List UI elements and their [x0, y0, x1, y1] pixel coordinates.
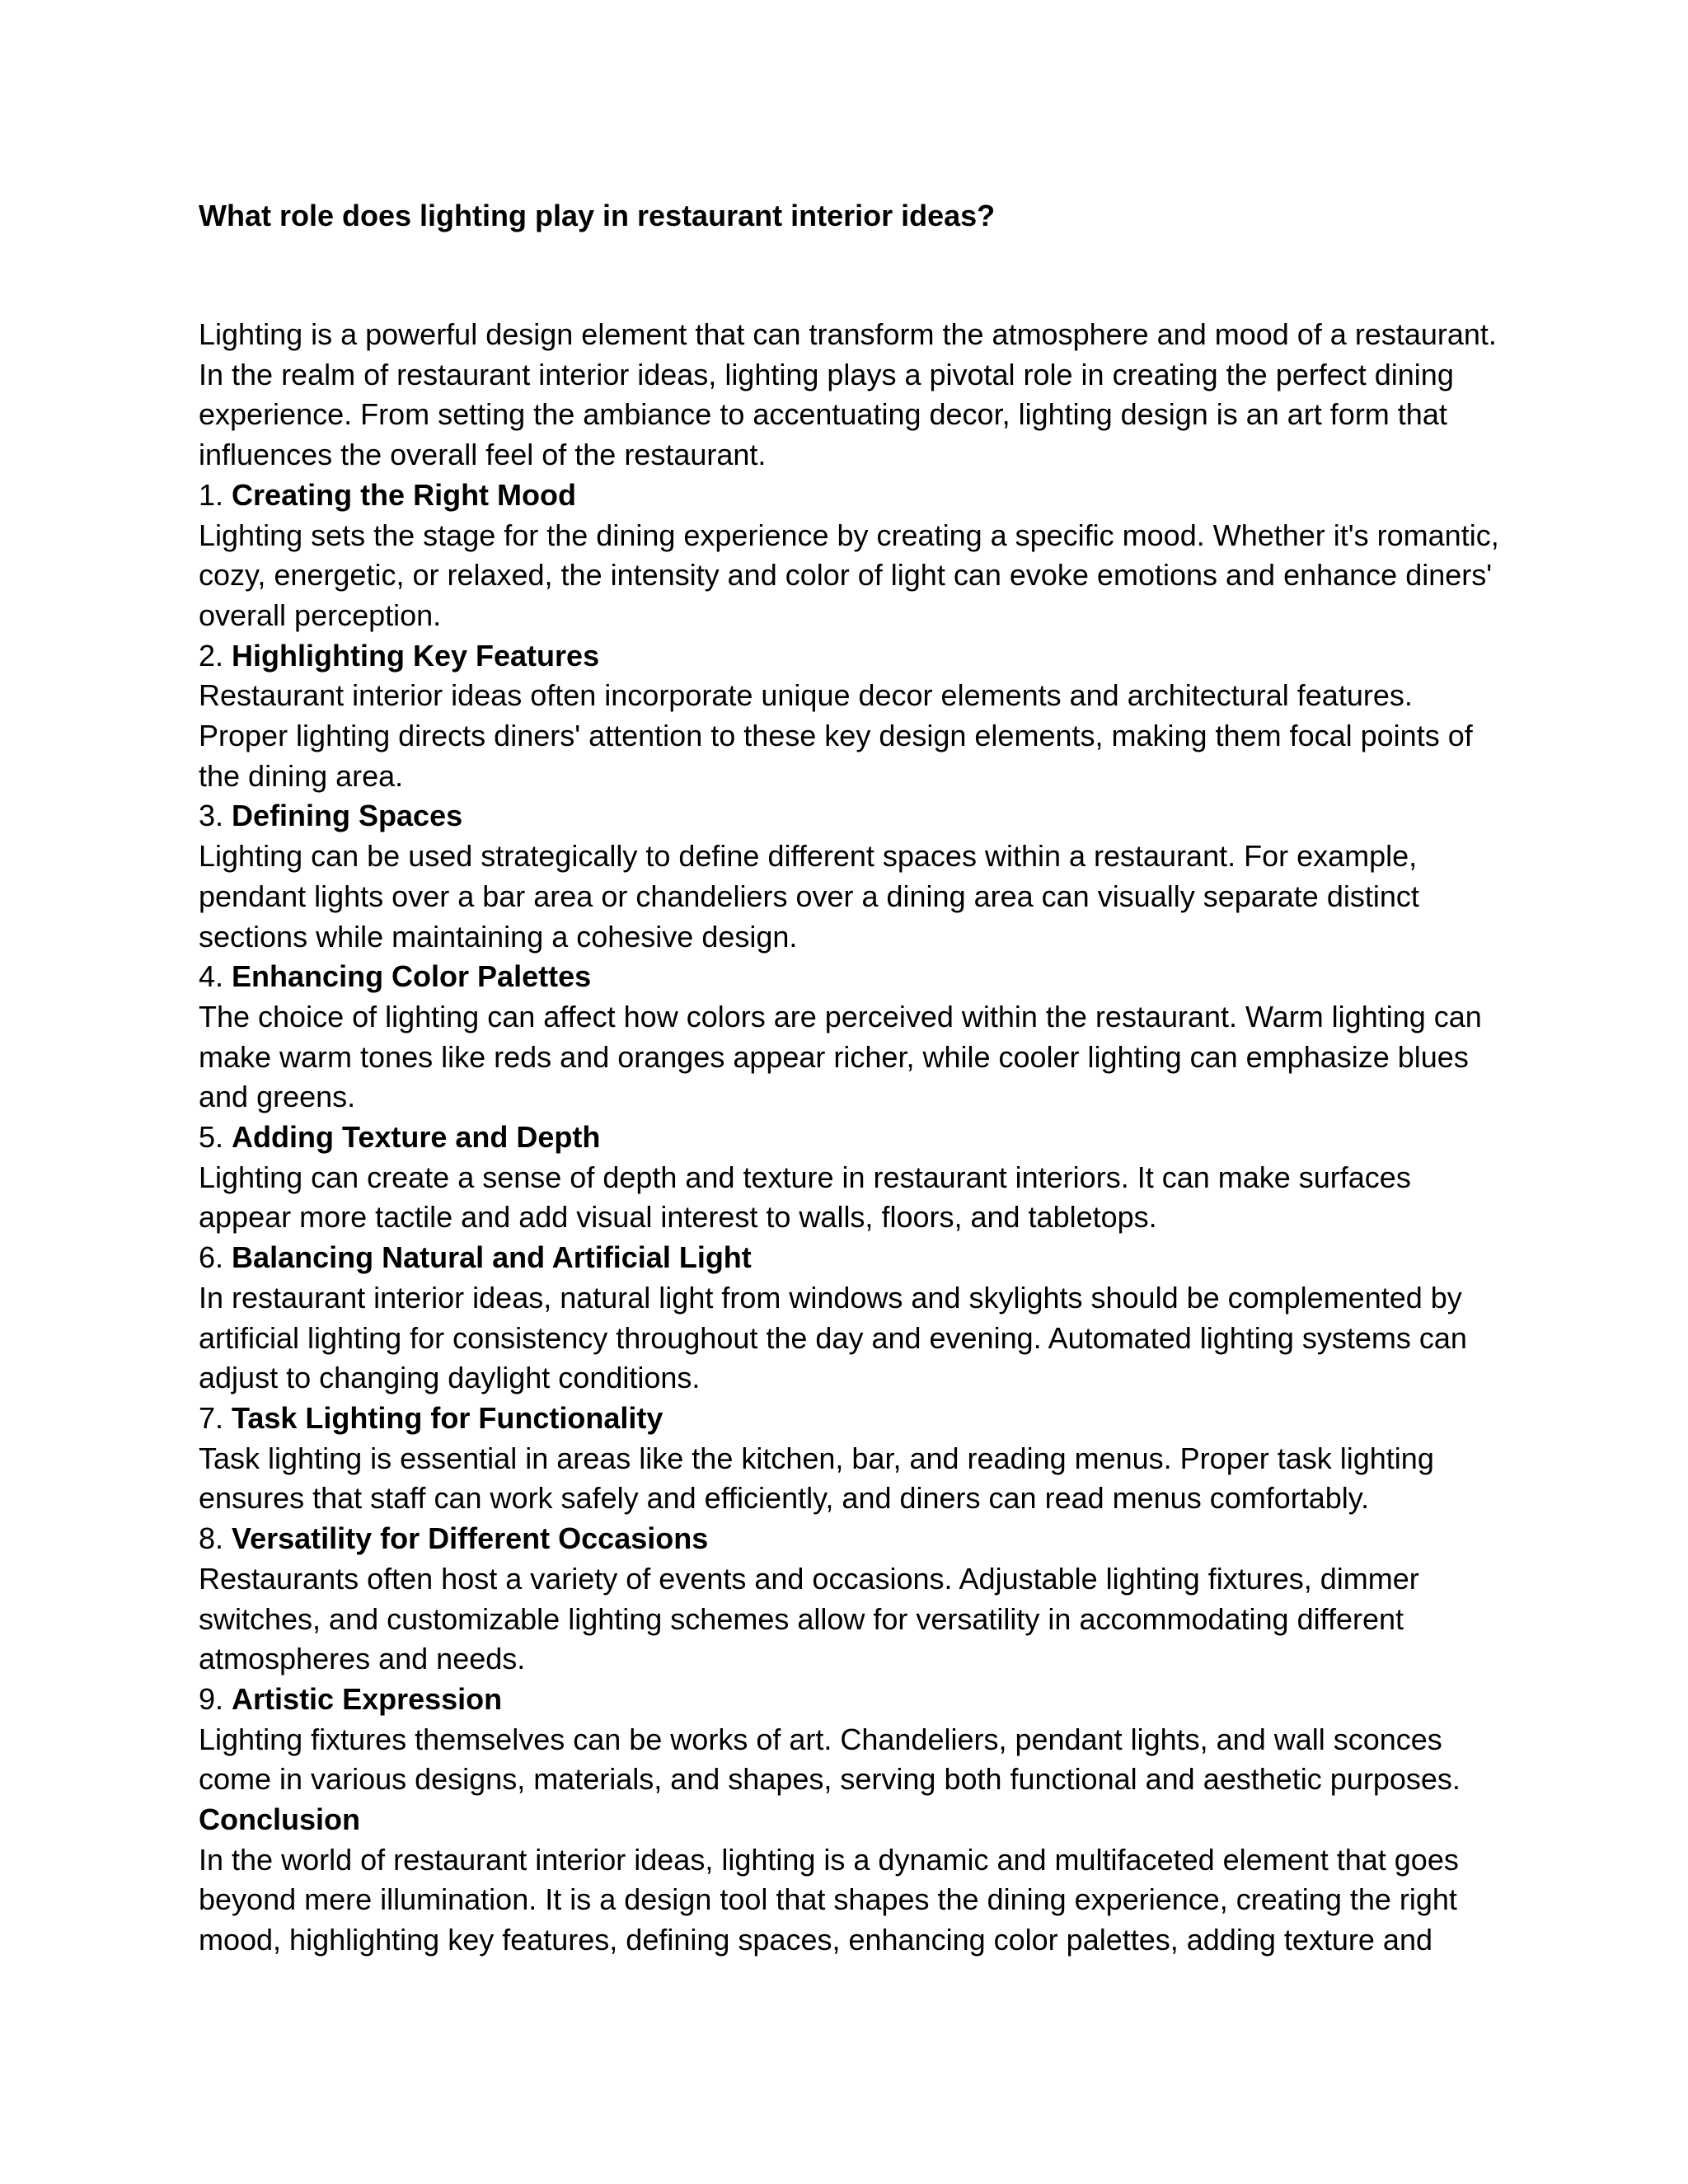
- item-title: Adding Texture and Depth: [232, 1120, 601, 1155]
- item-text: Lighting can create a sense of depth and texture in restaurant interiors. It can make surfaces appear more tactile and add visual interest to walls, floors, and tabletops.: [199, 1160, 1411, 1235]
- item-heading: [199, 1238, 1501, 1278]
- conclusion-paragraph: In the world of restaurant interior ideas, lighting is a dynamic and multifaceted element that goes beyond mere illumination. It is a design tool that shapes the dining experience, creating the right mood, highlighting key features, defining spaces, enhancing color palettes, adding texture and: [199, 1842, 1459, 1957]
- item-text: Lighting fixtures themselves can be works of art. Chandeliers, pendant lights, and wall sconces come in various designs, materials, and shapes, serving both functional and aesthetic purposes.: [199, 1722, 1461, 1797]
- document-body: [199, 315, 1501, 1961]
- item-number: 5.: [199, 1120, 224, 1155]
- list-item-8: [199, 1519, 1501, 1680]
- item-heading: [199, 476, 1501, 516]
- item-text: Restaurant interior ideas often incorporate unique decor elements and architectural features. Proper lighting directs diners' attention to these key design elements, making them focal points of the dining area.: [199, 678, 1473, 793]
- item-text: Restaurants often host a variety of events and occasions. Adjustable lighting fixtures, dimmer switches, and customizable lighting schemes allow for versatility in accommodating different atmospheres and needs.: [199, 1561, 1419, 1676]
- item-title: Artistic Expression: [232, 1681, 503, 1716]
- item-text: The choice of lighting can affect how colors are perceived within the restaurant. Warm lighting can make warm tones like reds and oranges appear richer, while cooler lighting can emphasize blues and greens.: [199, 999, 1482, 1114]
- item-heading: [199, 636, 1501, 677]
- item-title: Task Lighting for Functionality: [232, 1400, 663, 1435]
- item-number: 4.: [199, 959, 224, 994]
- list-item-7: [199, 1399, 1501, 1519]
- intro-paragraph: Lighting is a powerful design element that can transform the atmosphere and mood of a restaurant. In the realm of restaurant interior ideas, lighting plays a pivotal role in creating the perfect dining experience. From setting the ambiance to accentuating decor, lighting design is an art form that influences the overall feel of the restaurant.: [199, 317, 1497, 472]
- conclusion-heading: Conclusion: [199, 1802, 360, 1837]
- list-item-9: [199, 1680, 1501, 1800]
- item-text: In restaurant interior ideas, natural light from windows and skylights should be complemented by artificial lighting for consistency throughout the day and evening. Automated lighting systems can adjust to changing daylight conditions.: [199, 1280, 1467, 1395]
- item-text: Lighting can be used strategically to define different spaces within a restaurant. For example, pendant lights over a bar area or chandeliers over a dining area can visually separate distinct sections while maintaining a cohesive design.: [199, 839, 1419, 954]
- item-number: 1.: [199, 477, 224, 512]
- item-title: Highlighting Key Features: [232, 638, 600, 673]
- item-heading: [199, 1680, 1501, 1720]
- item-title: Enhancing Color Palettes: [232, 959, 592, 994]
- item-heading: [199, 796, 1501, 837]
- item-text: Lighting sets the stage for the dining experience by creating a specific mood. Whether it's romantic, cozy, energetic, or relaxed, the intensity and color of light can evoke emotions and enhance diners' overall perception.: [199, 518, 1499, 632]
- item-number: 2.: [199, 638, 224, 673]
- item-text: Task lighting is essential in areas like the kitchen, bar, and reading menus. Proper task lighting ensures that staff can work safely and efficiently, and diners can read menus comfortably.: [199, 1441, 1434, 1516]
- page-title: What role does lighting play in restaurant interior ideas?: [199, 199, 996, 232]
- item-title: Versatility for Different Occasions: [232, 1521, 709, 1556]
- document-page: [199, 196, 1501, 1957]
- item-number: 9.: [199, 1681, 224, 1716]
- list-item-2: [199, 636, 1501, 797]
- item-title: Creating the Right Mood: [232, 477, 577, 512]
- item-heading: [199, 1519, 1501, 1559]
- item-title: Balancing Natural and Artificial Light: [232, 1240, 752, 1275]
- list-item-6: [199, 1238, 1501, 1399]
- item-heading: [199, 957, 1501, 997]
- item-number: 8.: [199, 1521, 224, 1556]
- list-item-4: [199, 957, 1501, 1118]
- list-item-3: [199, 796, 1501, 957]
- item-heading: [199, 1118, 1501, 1158]
- list-item-5: [199, 1118, 1501, 1238]
- item-number: 3.: [199, 799, 224, 833]
- item-number: 6.: [199, 1240, 224, 1275]
- item-heading: [199, 1399, 1501, 1439]
- item-title: Defining Spaces: [232, 799, 463, 833]
- list-item-1: [199, 476, 1501, 636]
- item-number: 7.: [199, 1400, 224, 1435]
